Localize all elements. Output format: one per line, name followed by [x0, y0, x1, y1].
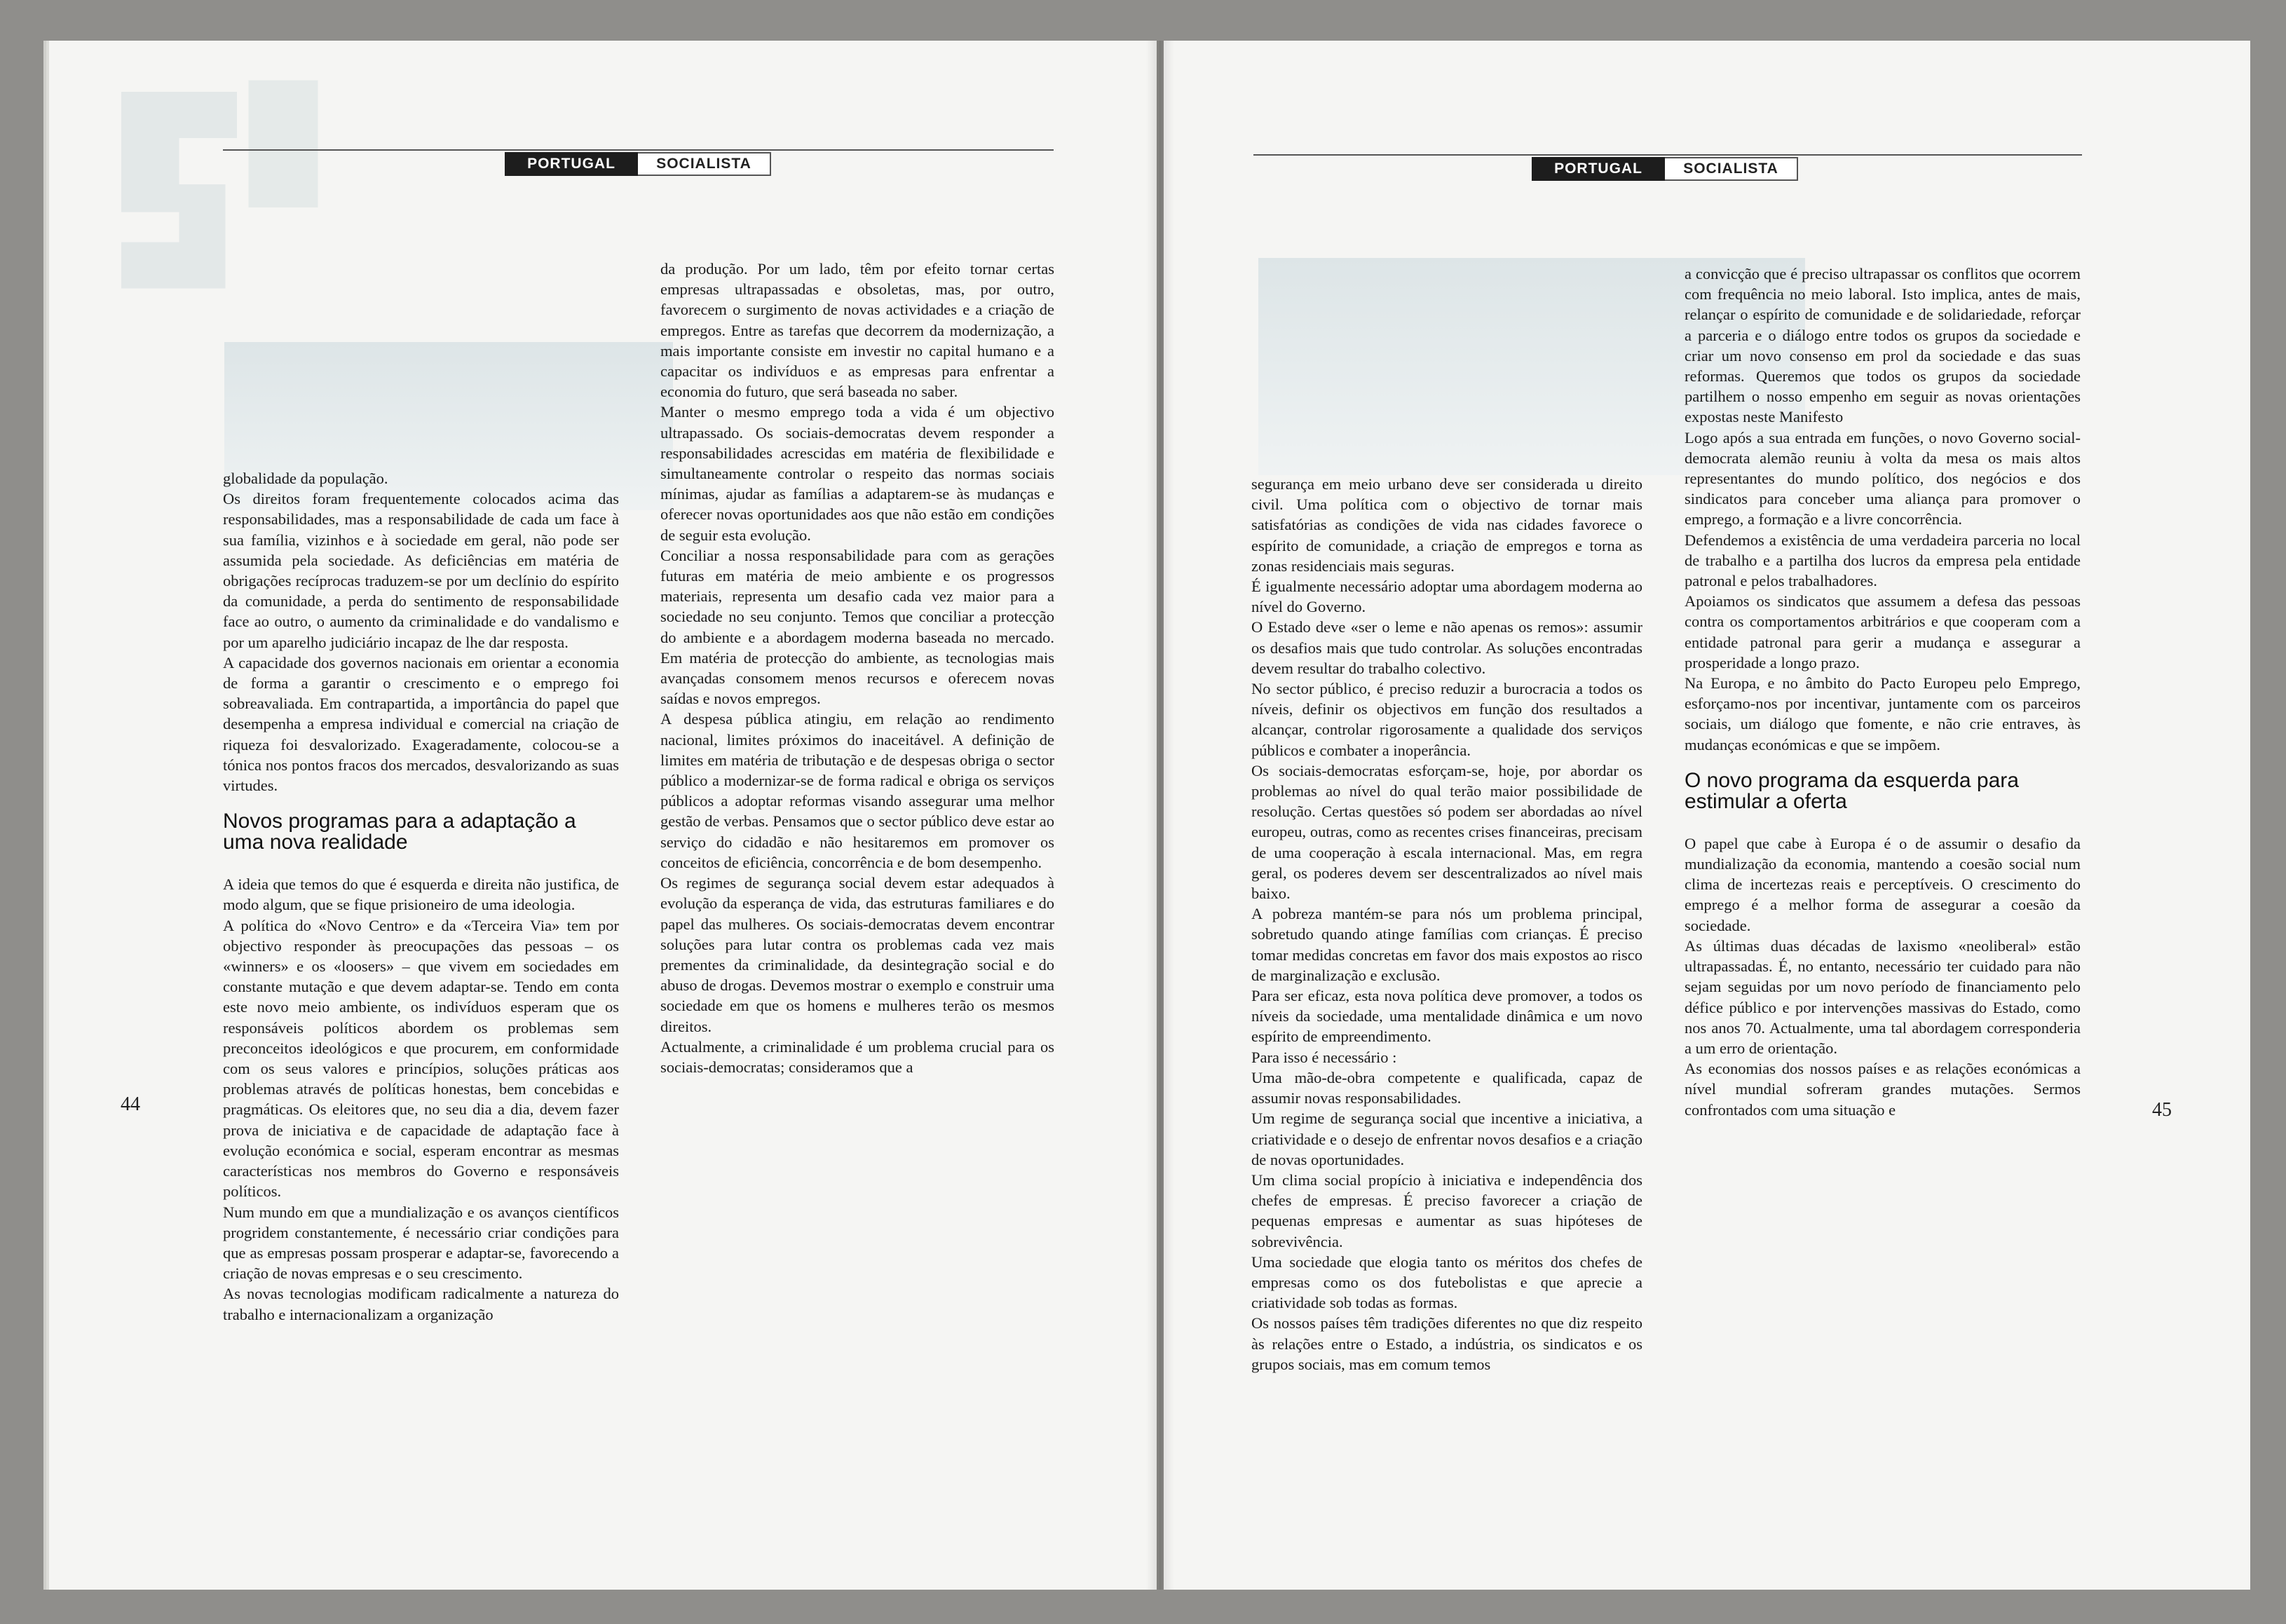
paragraph: As últimas duas décadas de laxismo «neoliberal» estão ultrapassadas. É, no entanto, necessário ter cuidado para não sejam seguidas por um novo período de financiamento pelo défice público e por intervenções massivas do Estado, como nos anos 70. Actualmente, uma tal abordagem corresponderia a um erro de orientação.: [1685, 936, 2081, 1057]
left-column-2: [660, 259, 1054, 1077]
paragraph: Logo após a sua entrada em funções, o novo Governo social-democrata alemão reuniu à volta da mesa os mais altos representantes do mundo político, dos negócios e dos sindicatos para conceber uma aliança para promover o emprego, a formação e a livre concorrência.: [1685, 428, 2081, 528]
header-socialista: SOCIALISTA: [638, 152, 771, 176]
header-socialista: SOCIALISTA: [1665, 157, 1798, 181]
paragraph: Uma sociedade que elogia tanto os méritos dos chefes de empresas como os dos futebolistas e que aprecie a criatividade sob todas as formas.: [1251, 1253, 1642, 1312]
header-right: [1532, 157, 1798, 181]
paragraph: É igualmente necessário adoptar uma abordagem moderna ao nível do Governo.: [1251, 578, 1642, 616]
right-column-2: [1685, 264, 2081, 1120]
paragraph: Os regimes de segurança social devem estar adequados à evolução da esperança de vida, das estruturas familiares e do papel das mulheres. Os sociais-democratas devem encontrar soluções para lutar contra os problemas cada vez mais prementes da criminalidade, da desintegração social e do abuso de drogas. Devemos mostrar o exemplo e construir uma sociedade em que os homens e mulheres terão os mesmos direitos.: [660, 874, 1054, 1035]
paragraph: Para isso é necessário :: [1251, 1048, 1397, 1066]
paragraph: As economias dos nossos países e as relações económicas a nível mundial sofreram grandes mutações. Sermos confrontados com uma situação e: [1685, 1060, 2081, 1119]
section-heading: Novos programas para a adaptação a uma nova realidade: [223, 810, 576, 854]
book-gutter: [1146, 41, 1174, 1590]
paragraph: Para ser eficaz, esta nova política deve promover, a todos os níveis da sociedade, uma mentalidade dinâmica e um novo espírito de empreendimento.: [1251, 987, 1642, 1046]
header-left: [505, 152, 771, 176]
paragraph: A despesa pública atingiu, em relação ao rendimento nacional, limites próximos do inaceitável. A definição de limites em matéria de tributação e de despesas obriga o sector público a modernizar-se de forma radical e obriga os serviços públicos a adoptar reformas visando assegurar uma melhor gestão de verbas. Pensamos que o sector público deve estar ao serviço do cidadão e não hesitaremos em promover os conceitos de eficiência, concorrência e de bom desempenho.: [660, 710, 1054, 871]
header-portugal: PORTUGAL: [505, 152, 638, 176]
header-portugal: PORTUGAL: [1532, 157, 1665, 181]
paragraph: Na Europa, e no âmbito do Pacto Europeu pelo Emprego, esforçamo-nos por incentivar, juntamente com os parceiros sociais, um diálogo que fomente, e não crie entraves, às mudanças económicas e que se impõem.: [1685, 674, 2081, 753]
paragraph: A capacidade dos governos nacionais em orientar a economia de forma a garantir o crescimento e o emprego foi sobreavaliada. Em contrapartida, a importância do papel que desempenha a empresa individual e comercial na criação de riqueza foi desvalorizado. Exageradamente, colocou-se a tónica nos pontos fracos dos mercados, desvalorizando as suas virtudes.: [223, 653, 619, 795]
ghost-logo-icon: [98, 69, 329, 300]
paragraph: Defendemos a existência de uma verdadeira parceria no local de trabalho e a partilha dos lucros da empresa pela entidade patronal e pelos trabalhadores.: [1685, 531, 2081, 590]
right-column-1: [1251, 474, 1642, 1374]
paragraph: Os direitos foram frequentemente colocados acima das responsabilidades, mas a responsabilidade de cada um face à sua família, vizinhos e à sociedade em geral, não pode ser assumida pela sociedade. As deficiências em matéria de obrigações recíprocas traduzem-se por um declínio do espírito da comunidade, a perda do sentimento de responsabilidade face ao outro, o aumento da criminalidade e do vandalismo e por um aparelho judiciário incapaz de lhe dar resposta.: [223, 490, 619, 651]
paragraph: segurança em meio urbano deve ser considerada u direito civil. Uma política com o objectivo de tornar mais satisfatórias as condições de vida nas cidades favorece o espírito de comunidade, a criação de empregos e torna as zonas residenciais mais seguras.: [1251, 475, 1642, 575]
paragraph: A política do «Novo Centro» e da «Terceira Via» tem por objectivo responder às preocupações das pessoas – os «winners» e os «loosers» – que vivem em sociedades em constante mutação e que devem adaptar-se. Tendo em conta este novo meio ambiente, os indivíduos esperam que os responsáveis políticos abordem os problemas sem preconceitos ideológicos e que procurem, em conformidade com os seus valores e princípios, soluções práticas aos problemas através de políticas honestas, bem concebidas e pragmáticas. Os eleitores que, no seu dia a dia, devem fazer prova de iniciativa e de capacidade de adaptação face à evolução económica e social, esperam encontrar as mesmas características nos membros do Governo e responsáveis políticos.: [223, 916, 619, 1201]
paragraph: Num mundo em que a mundialização e os avanços científicos progridem constantemente, é necessário criar condições para que as empresas possam prosperar e adaptar-se, favorecendo a criação de novas empresas e o seu crescimento.: [223, 1203, 619, 1283]
header-rule-right: [1253, 154, 2082, 156]
header-rule-left: [223, 149, 1054, 151]
paragraph: Actualmente, a criminalidade é um problema crucial para os sociais-democratas; consideramos que a: [660, 1037, 1054, 1076]
paragraph: O Estado deve «ser o leme e não apenas os remos»: assumir os desafios mais que tudo controlar. As soluções encontradas devem resultar do trabalho colectivo.: [1251, 618, 1642, 677]
paragraph: As novas tecnologias modificam radicalmente a natureza do trabalho e internacionalizam a organização: [223, 1285, 619, 1323]
paragraph: Um clima social propício à iniciativa e independência dos chefes de empresas. É preciso favorecer a criação de pequenas empresas e aumentar as suas hipóteses de sobrevivência.: [1251, 1171, 1642, 1250]
paragraph: Os nossos países têm tradições diferentes no que diz respeito às relações entre o Estado, a indústria, os sindicatos e os grupos sociais, mas em comum temos: [1251, 1314, 1642, 1373]
paragraph: Um regime de segurança social que incentive a iniciativa, a criatividade e o desejo de enfrentar novos desafios e a criação de novas oportunidades.: [1251, 1110, 1642, 1168]
paragraph: O papel que cabe à Europa é o de assumir o desafio da mundialização da economia, mantendo a coesão social num clima de incertezas reais e perceptíveis. O crescimento do emprego é a melhor forma de assegurar a coesão da sociedade.: [1685, 834, 2081, 934]
paragraph: Apoiamos os sindicatos que assumem a defesa das pessoas contra os comportamentos arbitrários e que cooperam com a entidade patronal para gerir a mudança e assegurar a prosperidade a longo prazo.: [1685, 592, 2081, 671]
page-number-left: 44: [121, 1093, 140, 1115]
paragraph: No sector público, é preciso reduzir a burocracia a todos os níveis, definir os objectivos em função dos resultados a alcançar, controlar rigorosamente a qualidade dos serviços públicos e combater a inoperância.: [1251, 680, 1642, 759]
paragraph: A pobreza mantém-se para nós um problema principal, sobretudo quando atinge famílias com crianças. É preciso tomar medidas concretas em favor dos mais expostos ao risco de marginalização e exclusão.: [1251, 905, 1642, 984]
left-column-1: [223, 468, 619, 1325]
paragraph: a convicção que é preciso ultrapassar os conflitos que ocorrem com frequência no meio laboral. Isto implica, antes de mais, relançar o espírito de comunidade e de solidariedade, reforçar a parceria e o diálogo entre todos os grupos da sociedade e criar um novo consenso em prol da sociedade e das suas reformas. Queremos que todos os grupos da sociedade partilhem o nosso empenho em seguir as novas orientações expostas neste Manifesto: [1685, 265, 2081, 426]
paragraph: Uma mão-de-obra competente e qualificada, capaz de assumir novas responsabilidades.: [1251, 1068, 1642, 1107]
section-heading: O novo programa da esquerda para estimular a oferta: [1685, 768, 2019, 813]
paragraph: A ideia que temos do que é esquerda e direita não justifica, de modo algum, que se fique prisioneiro de uma ideologia.: [223, 875, 619, 914]
paragraph: Conciliar a nossa responsabilidade para com as gerações futuras em matéria de meio ambiente e os progressos materiais, representa um desafio cada vez maior para a sociedade no seu conjunto. Temos que conciliar a protecção do ambiente e a abordagem moderna baseada no mercado. Em matéria de protecção do ambiente, as tecnologias mais avançadas consomem menos recursos e oferecem novas saídas e novos empregos.: [660, 546, 1054, 708]
paragraph: globalidade da população.: [223, 470, 388, 487]
paragraph: Manter o mesmo emprego toda a vida é um objectivo ultrapassado. Os sociais-democratas devem responder a responsabilidades acrescidas em matéria de flexibilidade e simultaneamente controlar o respeito das normas sociais mínimas, ajudar as famílias a adaptarem-se às mudanças e oferecer novas oportunidades aos que não estão em condições de seguir esta evolução.: [660, 403, 1054, 544]
paragraph: Os sociais-democratas esforçam-se, hoje, por abordar os problemas ao nível do qual terão maior possibilidade de resolução. Certas questões só podem ser abordadas ao nível europeu, outras, como as recentes crises financeiras, precisam de uma cooperação à escala internacional. Mas, em regra geral, os poderes devem ser descentralizados ao nível mais baixo.: [1251, 761, 1642, 903]
paragraph: da produção. Por um lado, têm por efeito tornar certas empresas ultrapassadas e obsoletas, mas, por outro, favorecem o surgimento de novas actividades e a criação de empregos. Entre as tarefas que decorrem da modernização, a mais importante consiste em investir no capital humano e a capacitar os indivíduos e as empresas para enfrentar a economia do futuro, que será baseada no saber.: [660, 260, 1054, 401]
page-number-right: 45: [2152, 1099, 2172, 1121]
